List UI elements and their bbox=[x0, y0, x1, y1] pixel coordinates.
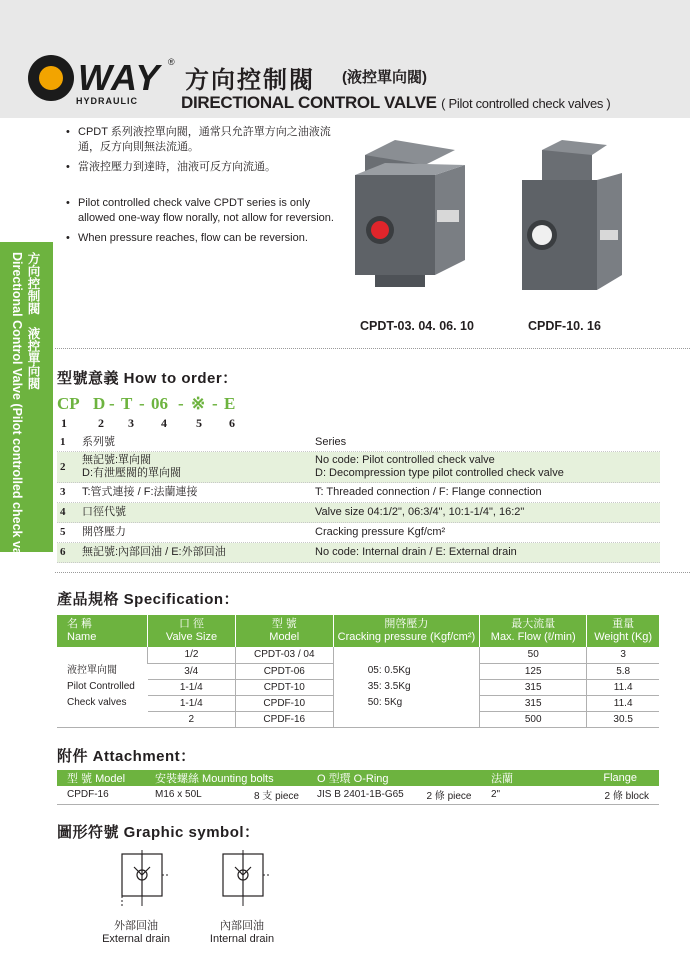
page-title-zh: 方向控制閥 bbox=[185, 67, 315, 94]
table-row bbox=[57, 523, 660, 543]
col-flange-zh: 法蘭 bbox=[481, 770, 569, 786]
code-part: - bbox=[178, 394, 184, 413]
spec-table bbox=[57, 615, 659, 728]
cell-model: CPDF-16 bbox=[57, 786, 145, 804]
page-subtitle-zh: (液控單向閥) bbox=[342, 69, 427, 86]
cell-bolt: M16 x 50L bbox=[145, 786, 222, 804]
photo-caption-cpdt: CPDT-03. 04. 06. 10 bbox=[360, 319, 474, 333]
col-model: 型 號 Model bbox=[235, 615, 333, 647]
table-row bbox=[57, 647, 659, 663]
cell-model: CPDF-16 bbox=[235, 711, 333, 727]
row-num: 1 bbox=[60, 435, 66, 448]
row-num: 6 bbox=[60, 546, 66, 558]
row-num: 3 bbox=[60, 486, 66, 498]
side-tab-en: Directional Control Valve (Pilot controlled check valves) bbox=[10, 252, 24, 584]
external-drain-symbol-icon bbox=[112, 850, 172, 910]
table-row bbox=[57, 543, 660, 563]
code-position: 3 bbox=[128, 416, 134, 430]
row-en: No code: Pilot controlled check valve D: Decompression type pilot controlled check valve bbox=[315, 454, 564, 479]
divider bbox=[55, 572, 690, 573]
code-part: - bbox=[139, 394, 145, 413]
table-row bbox=[57, 503, 660, 523]
order-table bbox=[57, 433, 660, 563]
code-position: 4 bbox=[161, 416, 167, 430]
col-bolts: 安裝螺絲 Mounting bolts bbox=[145, 770, 307, 786]
col-model: 型 號 Model bbox=[57, 770, 145, 786]
col-flow: 最大流量 Max. Flow (ℓ/min) bbox=[480, 615, 587, 647]
cell-flow: 315 bbox=[480, 695, 587, 711]
row-en: Series bbox=[315, 435, 347, 448]
cell-oring-qty: 2 條 piece bbox=[422, 786, 481, 804]
col-weight: 重量 Weight (Kg) bbox=[587, 615, 659, 647]
external-drain-label: 外部回油 External drain bbox=[102, 920, 170, 945]
list-item: • CPDT 系列液控單向閥，通常只允許單方向之油液流通，反方向則無法流通。 bbox=[78, 125, 348, 155]
cell-weight: 5.8 bbox=[587, 663, 659, 679]
row-num: 5 bbox=[60, 526, 66, 538]
cell-model: CPDT-10 bbox=[235, 679, 333, 695]
col-oring: O 型環 O-Ring bbox=[307, 770, 481, 786]
side-tab-zh: 方向控制閥 液控單向閥 bbox=[26, 252, 40, 390]
table-row bbox=[57, 786, 659, 804]
cell-size: 1-1/4 bbox=[148, 695, 236, 711]
code-position: 1 bbox=[61, 416, 67, 430]
cell-model: CPDT-03 / 04 bbox=[235, 647, 333, 663]
brand-logo bbox=[28, 55, 178, 107]
title-en-main: DIRECTIONAL CONTROL VALVE bbox=[181, 93, 437, 112]
cpdt-valve-photo bbox=[345, 135, 475, 295]
logo-subtitle: HYDRAULIC bbox=[76, 96, 138, 106]
cell-flow: 500 bbox=[480, 711, 587, 727]
cell-size: 1/2 bbox=[148, 647, 236, 663]
cell-bolt-qty: 8 支 piece bbox=[222, 786, 307, 804]
code-part: D bbox=[93, 394, 106, 413]
table-header-row bbox=[57, 615, 659, 647]
code-position: 2 bbox=[98, 416, 104, 430]
title-en-sub: ( Pilot controlled check valves ) bbox=[441, 96, 611, 111]
internal-drain-symbol-icon bbox=[213, 850, 273, 910]
table-row bbox=[57, 433, 660, 452]
cell-model: CPDT-06 bbox=[235, 663, 333, 679]
col-size: 口 徑 Valve Size bbox=[148, 615, 236, 647]
row-zh: 系列號 bbox=[82, 435, 115, 448]
logo-text: WAY bbox=[78, 57, 161, 98]
cell-weight: 11.4 bbox=[587, 695, 659, 711]
table-row bbox=[57, 452, 660, 483]
cracking-cell: 05: 0.5Kg 35: 3.5Kg 50: 5Kg bbox=[333, 647, 479, 727]
registered-mark: ® bbox=[168, 57, 175, 67]
attachment-heading: 附件 Attachment： bbox=[57, 748, 196, 765]
photo-caption-cpdf: CPDF-10. 16 bbox=[528, 319, 601, 333]
cell-weight: 3 bbox=[587, 647, 659, 663]
cell-size: 1-1/4 bbox=[148, 679, 236, 695]
cell-flow: 125 bbox=[480, 663, 587, 679]
cell-size: 3/4 bbox=[148, 663, 236, 679]
name-cell: 液控單向閥 Pilot Controlled Check valves bbox=[57, 647, 148, 727]
code-position: 6 bbox=[229, 416, 235, 430]
col-name: 名 稱 Name bbox=[57, 615, 148, 647]
feature-list bbox=[78, 125, 348, 251]
cell-weight: 11.4 bbox=[587, 679, 659, 695]
list-item: • When pressure reaches, flow can be reversion. bbox=[78, 231, 348, 246]
divider bbox=[55, 348, 690, 349]
code-part: E bbox=[224, 394, 236, 413]
symbol-heading: 圖形符號 Graphic symbol： bbox=[57, 824, 260, 841]
row-en: Cracking pressure Kgf/cm² bbox=[315, 526, 446, 538]
cell-oring: JIS B 2401-1B-G65 bbox=[307, 786, 422, 804]
row-en: No code: Internal drain / E: External drain bbox=[315, 546, 517, 558]
row-zh: T:管式連接 / F:法蘭連接 bbox=[82, 486, 198, 498]
cell-flange-qty: 2 條 block bbox=[569, 786, 659, 804]
row-zh: 無記號:單向閥 D:有泄壓閥的單向閥 bbox=[82, 454, 181, 479]
side-tab-text bbox=[9, 252, 41, 583]
col-cracking: 開啓壓力 Cracking pressure (Kgf/cm²) bbox=[333, 615, 479, 647]
code-part: - bbox=[109, 394, 115, 413]
cell-flow: 50 bbox=[480, 647, 587, 663]
table-row bbox=[57, 483, 660, 503]
row-zh: 口徑代號 bbox=[82, 506, 126, 518]
row-en: Valve size 04:1/2", 06:3/4", 10:1-1/4", 16:2" bbox=[315, 506, 525, 518]
cell-size: 2 bbox=[148, 711, 236, 727]
cpdf-valve-photo bbox=[512, 135, 627, 300]
logo-mark-icon bbox=[28, 55, 74, 101]
table-header-row bbox=[57, 770, 659, 786]
row-zh: 開啓壓力 bbox=[82, 526, 126, 538]
row-num: 2 bbox=[60, 460, 66, 473]
cell-flow: 315 bbox=[480, 679, 587, 695]
spec-heading: 產品規格 Specification： bbox=[57, 591, 240, 608]
list-item: • 當液控壓力到達時，油液可反方向流通。 bbox=[78, 160, 348, 175]
order-heading: 型號意義 How to order： bbox=[57, 370, 238, 387]
code-part: T bbox=[121, 394, 133, 413]
code-part: ※ bbox=[191, 394, 206, 413]
cell-flange: 2" bbox=[481, 786, 569, 804]
code-position: 5 bbox=[196, 416, 202, 430]
attachment-table bbox=[57, 770, 659, 805]
code-part: - bbox=[212, 394, 218, 413]
internal-drain-label: 內部回油 Internal drain bbox=[209, 920, 275, 945]
row-en: T: Threaded connection / F: Flange connection bbox=[315, 486, 542, 498]
code-part: 06 bbox=[151, 394, 168, 413]
row-zh: 無記號:內部回油 / E:外部回油 bbox=[82, 546, 226, 558]
page-title-en bbox=[181, 93, 610, 113]
code-part: CP bbox=[57, 394, 80, 413]
cell-model: CPDF-10 bbox=[235, 695, 333, 711]
cell-weight: 30.5 bbox=[587, 711, 659, 727]
page-header bbox=[0, 0, 690, 118]
col-flange-en: Flange bbox=[569, 770, 659, 786]
list-item: • Pilot controlled check valve CPDT series is only allowed one-way flow norally, not allow for reversion. bbox=[78, 196, 348, 226]
row-num: 4 bbox=[60, 506, 66, 518]
